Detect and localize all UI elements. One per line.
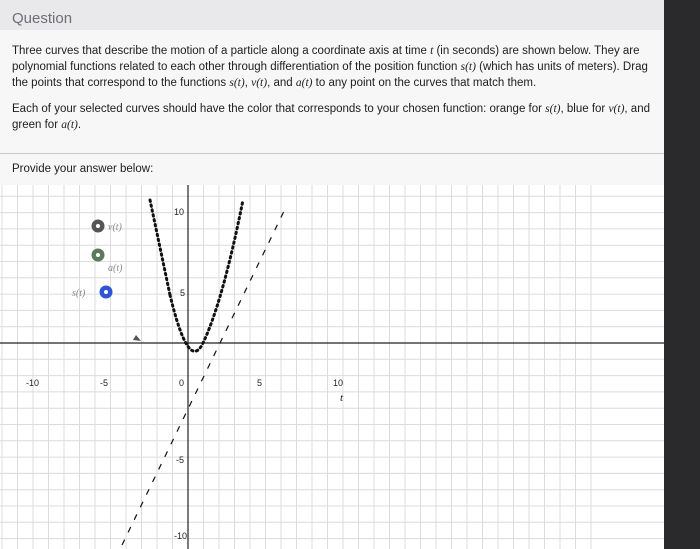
x-tick-neg5: -5	[100, 378, 109, 388]
x-tick-neg10: -10	[26, 378, 40, 388]
header-strip	[0, 0, 664, 30]
handle-a-center	[96, 253, 100, 257]
handle-v-center	[96, 224, 100, 228]
graph-grid	[0, 185, 664, 549]
y-tick-neg10: -10	[174, 531, 188, 541]
y-tick-5: 5	[180, 288, 186, 298]
instructions-paragraph-1: Three curves that describe the motion of a particle along a coordinate axis at time t (in seconds) are shown below. They are polynomial functions related to each other through differentiation of the position function s(t) (which has units of meters). Drag the points that correspond to the functions s(t), v(t), and a(t) to any point on the curves that match them.	[12, 45, 648, 89]
t-axis-label: t	[340, 392, 344, 404]
question-instructions	[12, 43, 652, 143]
answer-prompt: Provide your answer below:	[12, 163, 154, 175]
x-tick-10: 10	[333, 378, 344, 388]
x-tick-5: 5	[257, 378, 263, 388]
instructions-paragraph-2: Each of your selected curves should have the color that corresponds to your chosen function: orange for s(t), blue for v(t), and green for a(t).	[12, 103, 650, 131]
vertical-dotted-curve[interactable]	[150, 200, 170, 295]
handle-a-label: a(t)	[108, 263, 123, 274]
x-tick-0: 0	[179, 378, 185, 388]
section-divider	[0, 153, 664, 154]
parabola-dotted-curve[interactable]	[170, 200, 243, 351]
answer-graph[interactable]	[0, 185, 664, 549]
handle-s[interactable]	[72, 286, 113, 300]
handle-s-center	[104, 290, 108, 294]
y-tick-neg5: -5	[176, 455, 185, 465]
handle-s-label: s(t)	[72, 288, 86, 299]
handle-v-label: v(t)	[108, 222, 122, 233]
handle-v[interactable]	[92, 220, 123, 234]
pointer-marker-icon	[133, 335, 141, 341]
question-title: Question	[12, 10, 73, 27]
y-tick-10: 10	[174, 207, 185, 217]
